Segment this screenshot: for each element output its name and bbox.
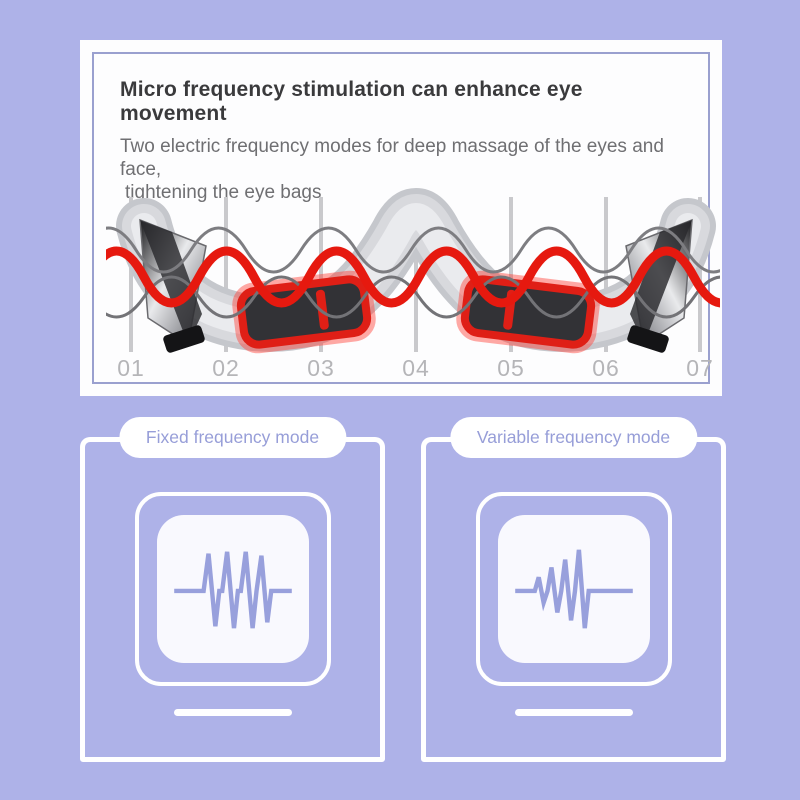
mode-panel-outline — [80, 437, 385, 762]
scale-label: 02 — [212, 355, 240, 381]
page-title: Micro frequency stimulation can enhance eye movement — [120, 78, 583, 125]
subtitle-line-2: tightening the eye bags — [125, 182, 322, 204]
mode-badge-fixed: Fixed frequency mode — [119, 417, 346, 458]
scale-labels — [117, 355, 714, 381]
scale-label: 06 — [592, 355, 620, 381]
modes-row — [80, 417, 726, 762]
mode-panel-fixed — [80, 417, 385, 762]
variable-waveform-icon — [511, 540, 637, 638]
waveform-tile — [157, 515, 309, 663]
waveform-frame — [135, 492, 331, 686]
scale-label: 07 — [686, 355, 714, 381]
scale-label: 04 — [402, 355, 430, 381]
mode-panel-variable — [421, 417, 726, 762]
subtitle-line-1: Two electric frequency modes for deep massage of the eyes and face, — [120, 136, 664, 181]
hero-card-border — [92, 52, 714, 384]
scale-label: 05 — [497, 355, 525, 381]
underline-bar — [174, 709, 292, 716]
waveform-tile — [498, 515, 650, 663]
mode-panel-outline — [421, 437, 726, 762]
hero-card — [80, 40, 722, 396]
scale-label: 01 — [117, 355, 145, 381]
mode-badge-variable: Variable frequency mode — [450, 417, 697, 458]
fixed-waveform-icon — [170, 540, 296, 638]
underline-bar — [515, 709, 633, 716]
waveform-frame — [476, 492, 672, 686]
frequency-illustration — [106, 162, 720, 394]
scale-label: 03 — [307, 355, 335, 381]
